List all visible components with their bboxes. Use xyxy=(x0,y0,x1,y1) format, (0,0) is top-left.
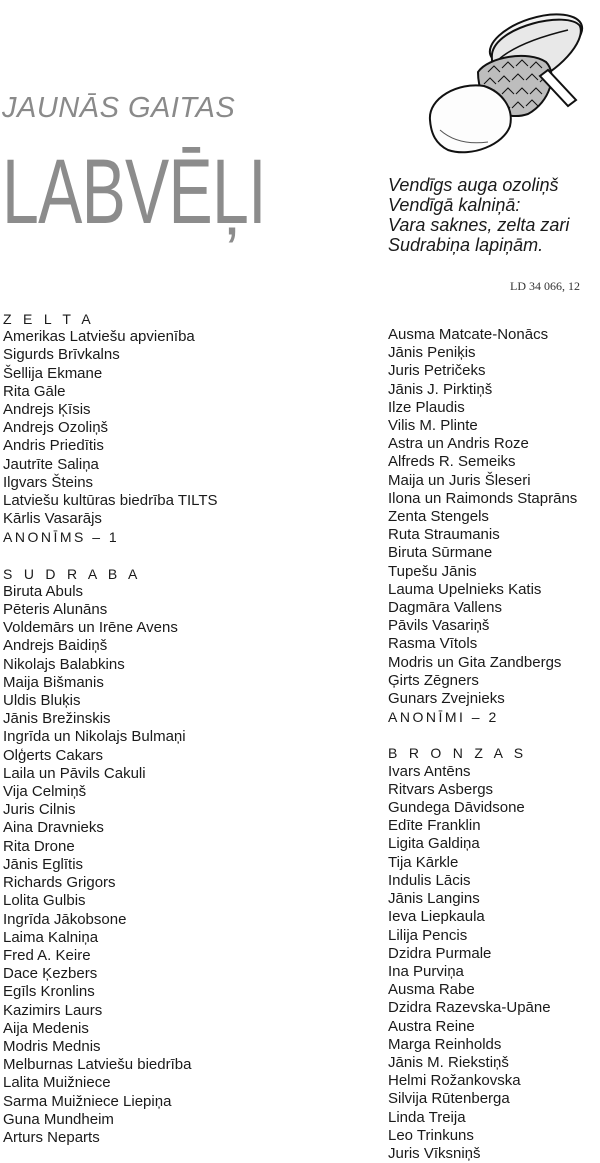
donor-name: Laila un Pāvils Cakuli xyxy=(3,764,146,782)
donor-name: Arturs Neparts xyxy=(3,1128,100,1146)
donor-name: Helmi Rožankovska xyxy=(388,1072,521,1090)
donor-name: Linda Treija xyxy=(388,1108,466,1126)
donor-name: Ritvars Asbergs xyxy=(388,780,494,798)
donor-name: Dagmāra Vallens xyxy=(388,599,502,617)
donor-name: Rasma Vītols xyxy=(388,635,478,653)
donor-name: Lolita Gulbis xyxy=(3,892,86,910)
donor-name: Modris un Gita Zandbergs xyxy=(388,653,562,671)
donor-name: Ligita Galdiņa xyxy=(388,835,480,853)
donor-name: Gunars Zvejnieks xyxy=(388,690,505,708)
donor-name: Andrejs Ozoliņš xyxy=(3,419,109,437)
donor-name: Pēteris Alunāns xyxy=(3,601,108,619)
donor-name: Laima Kalniņa xyxy=(3,928,99,946)
donor-name: Fred A. Keire xyxy=(3,946,91,964)
donor-name: Ivars Antēns xyxy=(388,762,471,780)
donor-name: Ina Purviņa xyxy=(388,962,464,980)
donor-name: Jānis M. Riekstiņš xyxy=(388,1053,509,1071)
poem-line: Vara saknes, zelta zari xyxy=(388,215,570,235)
donor-name: Dace Ķezbers xyxy=(3,965,98,983)
donor-name: Gundega Dāvidsone xyxy=(388,799,525,817)
anonymous-count: ANONĪMI – 2 xyxy=(388,709,499,726)
donor-name: Austra Reine xyxy=(388,1017,475,1035)
section-heading-sudraba: S U D R A B A xyxy=(3,565,142,582)
donor-name: Juris Petričeks xyxy=(388,362,486,380)
donor-name: Sigurds Brīvkalns xyxy=(3,346,120,364)
donor-name: Lalita Muižniece xyxy=(3,1074,111,1092)
donor-name: Olģerts Cakars xyxy=(3,746,104,764)
donor-name: Guna Mundheim xyxy=(3,1110,114,1128)
donor-name: Andris Priedītis xyxy=(3,437,104,455)
donor-name: Ilgvars Šteins xyxy=(3,473,94,491)
donor-name: Lilija Pencis xyxy=(388,926,468,944)
donor-name: Jānis J. Pirktiņš xyxy=(388,380,493,398)
poem-line: Vendīgā kalniņā: xyxy=(388,195,521,215)
poem-reference: LD 34 066, 12 xyxy=(510,279,580,293)
donor-name: Dzidra Purmale xyxy=(388,944,492,962)
poem-quote xyxy=(388,175,569,255)
donor-name: Juris Cilnis xyxy=(3,801,76,819)
donor-name: Ilze Plaudis xyxy=(388,398,465,416)
donor-name: Richards Grigors xyxy=(3,874,116,892)
donor-name: Amerikas Latviešu apvienība xyxy=(3,328,195,346)
donor-list-left xyxy=(3,310,218,1147)
donor-name: Ilona un Raimonds Staprāns xyxy=(388,489,578,507)
donor-name: Ingrīda Jākobsone xyxy=(3,910,127,928)
donor-name: Leo Trinkuns xyxy=(388,1126,474,1144)
donor-name: Vilis M. Plinte xyxy=(388,417,478,435)
donor-name: Biruta Abuls xyxy=(3,582,84,600)
donor-name: Jautrīte Saliņa xyxy=(3,455,99,473)
donor-name: Egīls Kronlins xyxy=(3,983,95,1001)
donor-name: Silvija Rūtenberga xyxy=(388,1090,510,1108)
donor-name: Alfreds R. Semeiks xyxy=(388,453,516,471)
magazine-kicker: JAUNĀS GAITAS xyxy=(2,92,236,124)
donor-name: Indulis Lācis xyxy=(388,871,471,889)
donor-name: Marga Reinholds xyxy=(388,1035,502,1053)
donor-name: Dzidra Razevska-Upāne xyxy=(388,999,551,1017)
anonymous-count: ANONĪMS – 1 xyxy=(3,529,120,546)
donor-name: Zenta Stengels xyxy=(388,508,489,526)
donor-name: Voldemārs un Irēne Avens xyxy=(3,619,178,637)
donor-name: Ausma Rabe xyxy=(388,981,475,999)
donor-name: Latviešu kultūras biedrība TILTS xyxy=(3,492,218,510)
donor-name: Nikolajs Balabkins xyxy=(3,655,125,673)
poem-line: Vendīgs auga ozoliņš xyxy=(388,175,559,195)
page-title: LABVĒĻI xyxy=(2,141,266,243)
donor-name: Šellija Ekmane xyxy=(3,364,103,382)
donor-name: Lauma Upelnieks Katis xyxy=(388,580,542,598)
donor-name: Jānis Eglītis xyxy=(3,855,84,873)
donor-name: Modris Mednis xyxy=(3,1037,101,1055)
donor-name: Maija Bišmanis xyxy=(3,673,104,691)
donor-name: Ieva Liepkaula xyxy=(388,908,485,926)
donor-name: Ingrīda un Nikolajs Bulmaņi xyxy=(3,728,186,746)
donor-name: Astra un Andris Roze xyxy=(388,435,529,453)
acorn-illustration xyxy=(418,2,600,162)
donor-name: Uldis Bluķis xyxy=(3,692,81,710)
donor-name: Andrejs Ķīsis xyxy=(3,401,91,419)
donor-name: Pāvils Vasariņš xyxy=(388,617,490,635)
donor-name: Ruta Straumanis xyxy=(388,526,500,544)
donor-name: Juris Vīksniņš xyxy=(388,1144,481,1162)
donor-name: Jānis Langins xyxy=(388,890,480,908)
donor-name: Biruta Sūrmane xyxy=(388,544,493,562)
donor-name: Aina Dravnieks xyxy=(3,819,104,837)
poem-line: Sudrabiņa lapiņām. xyxy=(388,235,544,255)
donor-name: Ausma Matcate-Nonācs xyxy=(388,326,549,343)
donor-name: Sarma Muižniece Liepiņa xyxy=(3,1092,172,1110)
donor-name: Melburnas Latviešu biedrība xyxy=(3,1056,192,1074)
donor-name: Rita Drone xyxy=(3,837,75,855)
donor-name: Jānis Peniķis xyxy=(388,344,476,362)
donor-name: Edīte Franklin xyxy=(388,817,481,835)
donor-name: Rita Gāle xyxy=(3,382,66,400)
donor-list-right xyxy=(388,326,577,1163)
donor-name: Tija Kārkle xyxy=(388,853,459,871)
section-heading-zelta: Z E L T A xyxy=(3,311,95,327)
donor-name: Tupešu Jānis xyxy=(388,562,477,580)
donor-name: Maija un Juris Šleseri xyxy=(388,471,531,489)
donor-name: Kārlis Vasarājs xyxy=(3,510,102,528)
donor-name: Kazimirs Laurs xyxy=(3,1001,103,1019)
donor-name: Jānis Brežinskis xyxy=(3,710,111,728)
donor-name: Ģirts Zēgners xyxy=(388,671,479,689)
donor-name: Vija Celmiņš xyxy=(3,783,87,801)
donor-name: Andrejs Baidiņš xyxy=(3,637,108,655)
section-heading-bronzas: B R O N Z A S xyxy=(388,745,527,762)
donor-name: Aija Medenis xyxy=(3,1019,89,1037)
